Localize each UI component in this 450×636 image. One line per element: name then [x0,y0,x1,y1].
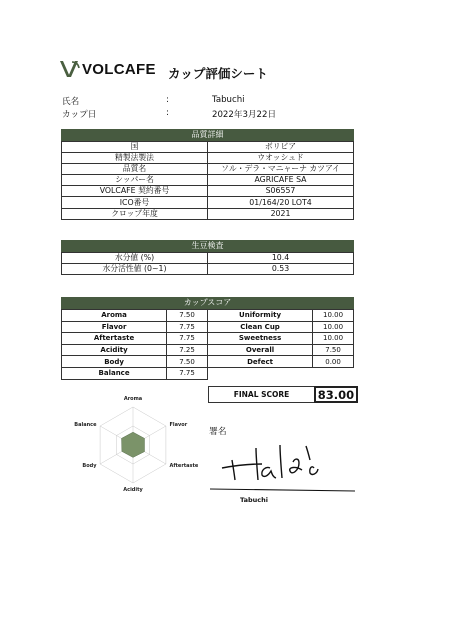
green-section [61,240,354,275]
quality-value: 01/164/20 LOT4 [208,197,354,208]
green-row [62,253,354,264]
brand-name: VOLCAFE [82,60,156,78]
green-label: 水分活性値 (0~1) [62,264,208,275]
cup-attribute-label: Aftertaste [62,333,167,345]
date-label: カップ日 [62,110,97,120]
green-value: 10.4 [208,253,354,264]
cup-attribute-label: Uniformity [207,310,312,322]
radar-chart [74,396,199,493]
quality-label: 国 [62,142,208,153]
cup-attribute-score: 7.50 [167,310,208,322]
green-heading: 生豆検査 [61,240,354,252]
green-table [61,252,354,275]
quality-value: AGRICAFE SA [208,175,354,186]
radar-data-area [122,432,145,457]
cup-row [62,344,354,356]
cup-attribute-label: Defect [207,356,312,368]
name-value: Tabuchi [212,95,245,105]
document-title: カップ評価シート [168,66,268,81]
quality-value: ボリビア [208,142,354,153]
quality-value: 2021 [208,208,354,219]
date-separator: : [166,108,169,118]
cup-attribute-score: 10.00 [313,310,354,322]
cup-row [62,367,354,379]
radar-label: Aroma [123,396,143,402]
final-score-box [208,386,358,403]
cup-attribute-label: Clean Cup [207,321,312,333]
green-row [62,264,354,275]
quality-value: ウオッシュド [208,153,354,164]
name-label: 氏名 [62,97,80,107]
cup-attribute-score: 7.75 [167,367,208,379]
quality-label: シッパー名 [62,175,208,186]
name-separator: : [166,95,169,105]
quality-row [62,142,354,153]
date-value: 2022年3月22日 [212,110,277,120]
radar-label: Flavor [169,421,188,428]
quality-row [62,208,354,219]
cup-section [61,297,354,380]
quality-row [62,197,354,208]
radar-label: Aftertaste [169,462,199,469]
cup-attribute-score: 7.50 [313,344,354,356]
cup-attribute-label: Aroma [62,310,167,322]
green-label: 水分値 (%) [62,253,208,264]
quality-row [62,175,354,186]
quality-section [61,129,354,220]
quality-heading: 品質詳細 [61,129,354,141]
quality-value: ソル・デラ・マニャーナ カツアイ [208,164,354,175]
volcafe-logo-icon [58,58,80,80]
cup-row [62,310,354,322]
cup-attribute-score [313,367,354,379]
quality-label: ICO番号 [62,197,208,208]
cup-row [62,321,354,333]
final-score-value: 83.00 [314,386,358,403]
cup-attribute-score: 7.50 [167,356,208,368]
cup-attribute-label: Flavor [62,321,167,333]
quality-label: 品質名 [62,164,208,175]
cup-row [62,333,354,345]
signature-label: 署名 [209,427,227,437]
cup-attribute-label: Overall [207,344,312,356]
cup-attribute-score: 10.00 [313,333,354,345]
cup-attribute-score: 7.75 [167,333,208,345]
cup-attribute-score: 0.00 [313,356,354,368]
radar-svg [78,397,188,493]
radar-label: Acidity [123,487,143,493]
cup-heading: カップスコア [61,297,354,309]
cup-table [61,309,354,380]
cup-row [62,356,354,368]
radar-label: Balance [74,421,97,428]
cup-attribute-label: Body [62,356,167,368]
cup-attribute-label: Acidity [62,344,167,356]
quality-row [62,186,354,197]
cup-attribute-label [207,367,312,379]
green-value: 0.53 [208,264,354,275]
cup-attribute-label: Sweetness [207,333,312,345]
signature-image [210,440,360,500]
cup-attribute-score: 7.25 [167,344,208,356]
quality-value: S06557 [208,186,354,197]
final-score-label: FINAL SCORE [208,386,314,403]
quality-row [62,153,354,164]
quality-row [62,164,354,175]
cup-attribute-label: Balance [62,367,167,379]
quality-label: VOLCAFE 契約番号 [62,186,208,197]
cup-attribute-score: 10.00 [313,321,354,333]
quality-label: 精製法製法 [62,153,208,164]
radar-label: Body [82,462,97,469]
cup-attribute-score: 7.75 [167,321,208,333]
quality-label: クロップ年度 [62,208,208,219]
quality-table [61,141,354,220]
signature-name: Tabuchi [240,496,268,504]
